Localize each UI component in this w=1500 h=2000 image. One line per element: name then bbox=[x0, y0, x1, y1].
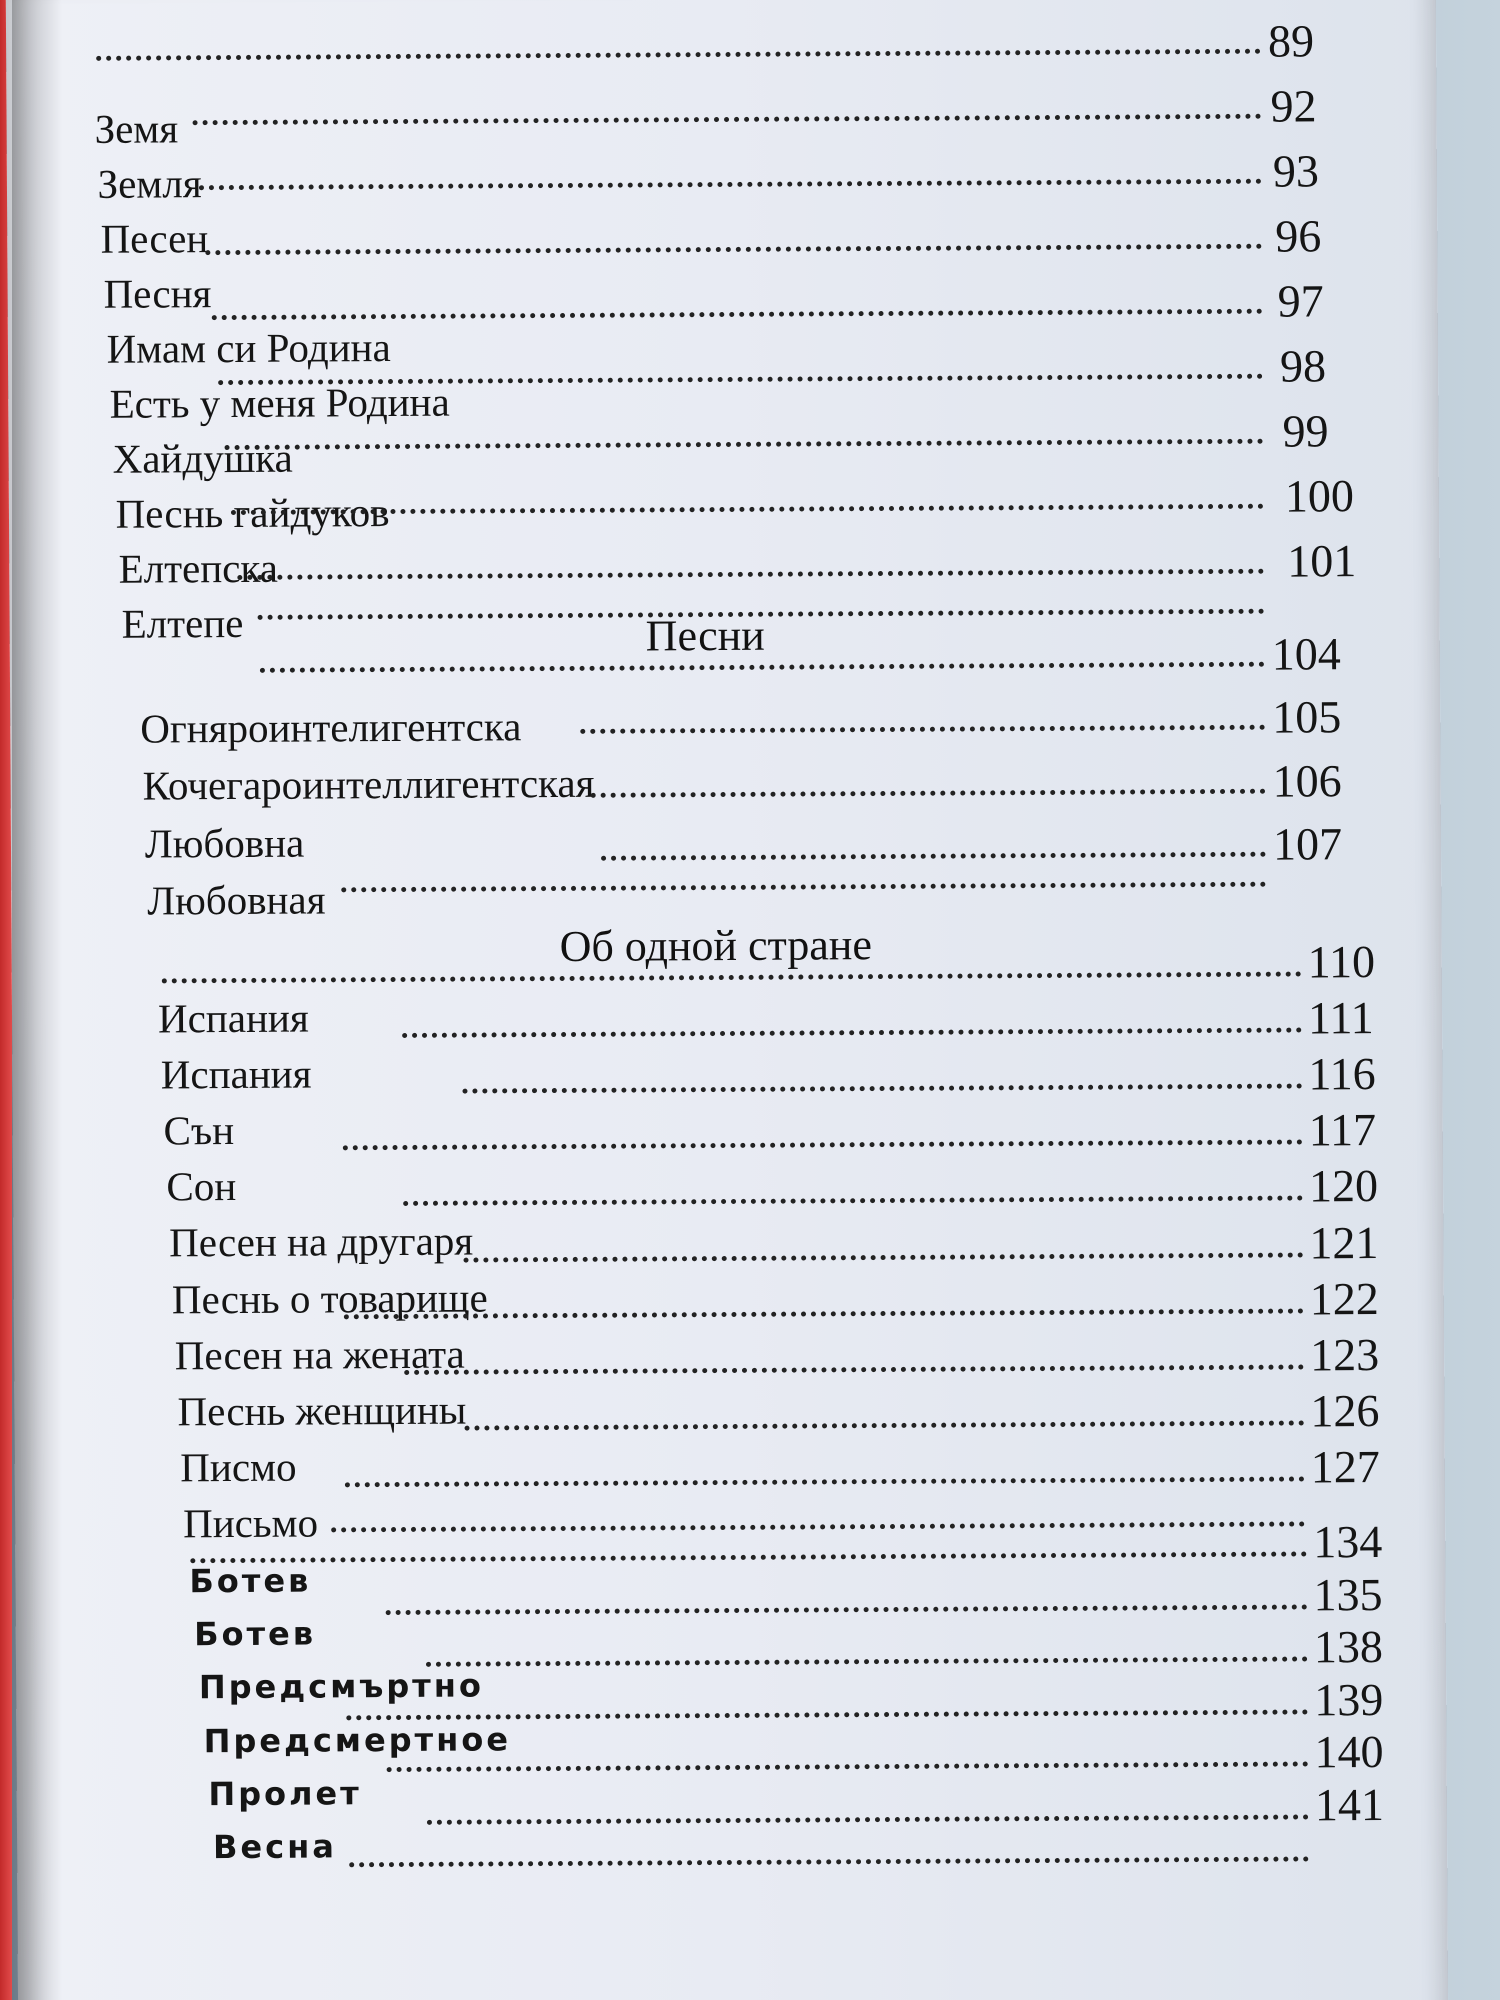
dot-leader bbox=[591, 788, 1266, 797]
toc-entry-title: Письмо bbox=[182, 1499, 319, 1547]
toc-entry-title: Сън bbox=[163, 1107, 235, 1154]
toc-entry-title: Предсмертное bbox=[203, 1719, 512, 1760]
dot-leader bbox=[345, 1476, 1305, 1487]
dot-leader bbox=[349, 1856, 1309, 1867]
dot-leader bbox=[343, 1140, 1303, 1151]
toc-page-number: 121 bbox=[1309, 1216, 1379, 1268]
toc-page-number: 123 bbox=[1309, 1328, 1380, 1381]
dot-leader bbox=[387, 1762, 1309, 1773]
toc-entry-title: Песнь гайдуков bbox=[115, 489, 390, 537]
toc-entry-title: Песнь женщины bbox=[177, 1386, 467, 1435]
toc-entry-title: Елтепска bbox=[118, 544, 279, 592]
dot-leader bbox=[162, 971, 1302, 983]
toc-page-number: 105 bbox=[1272, 691, 1342, 743]
toc-entry-title: Испания bbox=[157, 994, 309, 1042]
dot-leader bbox=[402, 1028, 1302, 1038]
table-of-contents bbox=[6, 0, 1449, 2000]
toc-entry-title: Песнь о товарище bbox=[171, 1274, 488, 1322]
toc-page-number: 110 bbox=[1307, 936, 1376, 988]
toc-page-number: 120 bbox=[1308, 1160, 1379, 1212]
toc-entry-title: Елтепе bbox=[121, 599, 244, 647]
toc-page-number: 100 bbox=[1284, 470, 1355, 522]
toc-entry-title: Предсмъртно bbox=[198, 1666, 484, 1707]
section-heading: Об одной стране bbox=[559, 920, 873, 972]
toc-entry-title: Земя bbox=[94, 105, 179, 152]
toc-entry-title: Сон bbox=[166, 1163, 237, 1210]
toc-entry-title: Ботев bbox=[189, 1561, 312, 1601]
dot-leader bbox=[580, 725, 1265, 734]
dot-leader bbox=[331, 1521, 1305, 1532]
toc-entry-title: Песен на жената bbox=[174, 1330, 465, 1379]
toc-page-number: 97 bbox=[1277, 275, 1324, 327]
toc-page-number: 135 bbox=[1313, 1568, 1383, 1621]
toc-page-number: 107 bbox=[1272, 818, 1343, 870]
toc-entry-title: Есть у меня Родина bbox=[109, 378, 450, 427]
dot-leader bbox=[601, 852, 1266, 861]
dot-leader bbox=[225, 439, 1264, 450]
toc-entry-title: Хайдушка bbox=[112, 434, 293, 482]
dot-leader bbox=[346, 1709, 1308, 1720]
toc-page-number: 126 bbox=[1310, 1384, 1380, 1437]
dot-leader bbox=[205, 244, 1262, 255]
toc-page-number: 104 bbox=[1271, 628, 1341, 680]
toc-entry-title: Песен на другаря bbox=[169, 1217, 474, 1266]
toc-page-number: 122 bbox=[1309, 1272, 1379, 1325]
toc-page-number: 138 bbox=[1313, 1621, 1384, 1673]
toc-page-number: 106 bbox=[1272, 754, 1342, 807]
toc-page-number: 92 bbox=[1270, 80, 1317, 132]
book-page bbox=[6, 0, 1449, 2000]
toc-page-number: 140 bbox=[1314, 1726, 1384, 1778]
toc-page-number: 111 bbox=[1307, 992, 1374, 1044]
dot-leader bbox=[386, 1604, 1308, 1615]
dot-leader bbox=[193, 114, 1262, 126]
toc-entry-title: Огняроинтелигентска bbox=[140, 703, 522, 752]
toc-entry-title: Кочегароинтеллигентская bbox=[142, 760, 595, 809]
dot-leader bbox=[427, 1814, 1309, 1824]
toc-page-number: 141 bbox=[1314, 1779, 1385, 1831]
dot-leader bbox=[260, 662, 1265, 673]
dot-leader bbox=[199, 179, 1262, 190]
toc-page-number: 127 bbox=[1310, 1441, 1380, 1493]
toc-entry-title: Песня bbox=[103, 270, 212, 317]
dot-leader bbox=[462, 1084, 1302, 1094]
toc-entry-title: Ботев bbox=[194, 1614, 317, 1654]
dot-leader bbox=[237, 569, 1264, 580]
dot-leader bbox=[426, 1657, 1308, 1667]
toc-page-number: 101 bbox=[1287, 535, 1357, 587]
dot-leader bbox=[190, 1551, 1307, 1563]
dot-leader bbox=[404, 1364, 1304, 1374]
toc-entry-title: Испания bbox=[160, 1050, 312, 1098]
toc-entry-title: Песен bbox=[100, 215, 209, 262]
dot-leader bbox=[464, 1252, 1304, 1262]
dot-leader bbox=[96, 49, 1261, 61]
toc-page-number: 139 bbox=[1314, 1673, 1384, 1726]
toc-entry-title: Земля bbox=[97, 160, 202, 207]
toc-page-number: 134 bbox=[1313, 1516, 1383, 1568]
toc-page-number: 99 bbox=[1282, 405, 1329, 457]
dot-leader bbox=[465, 1420, 1305, 1430]
toc-entry-title: Любовна bbox=[144, 819, 305, 867]
dot-leader bbox=[403, 1196, 1303, 1206]
dot-leader bbox=[341, 882, 1266, 893]
toc-page-number: 93 bbox=[1272, 145, 1320, 197]
toc-page-number: 98 bbox=[1279, 340, 1327, 392]
dot-leader bbox=[212, 309, 1263, 320]
toc-entry-title: Писмо bbox=[180, 1443, 297, 1491]
toc-page-number: 116 bbox=[1308, 1048, 1376, 1100]
toc-page-number: 117 bbox=[1308, 1104, 1377, 1156]
toc-page-number: 96 bbox=[1275, 210, 1322, 262]
toc-entry-title: Имам си Родина bbox=[106, 324, 391, 372]
toc-entry-title: Пролет bbox=[208, 1774, 362, 1813]
section-heading: Песни bbox=[645, 610, 765, 661]
toc-page-number: 89 bbox=[1267, 15, 1315, 67]
toc-entry-title: Любовная bbox=[147, 876, 326, 924]
toc-entry-title: Весна bbox=[212, 1827, 337, 1867]
